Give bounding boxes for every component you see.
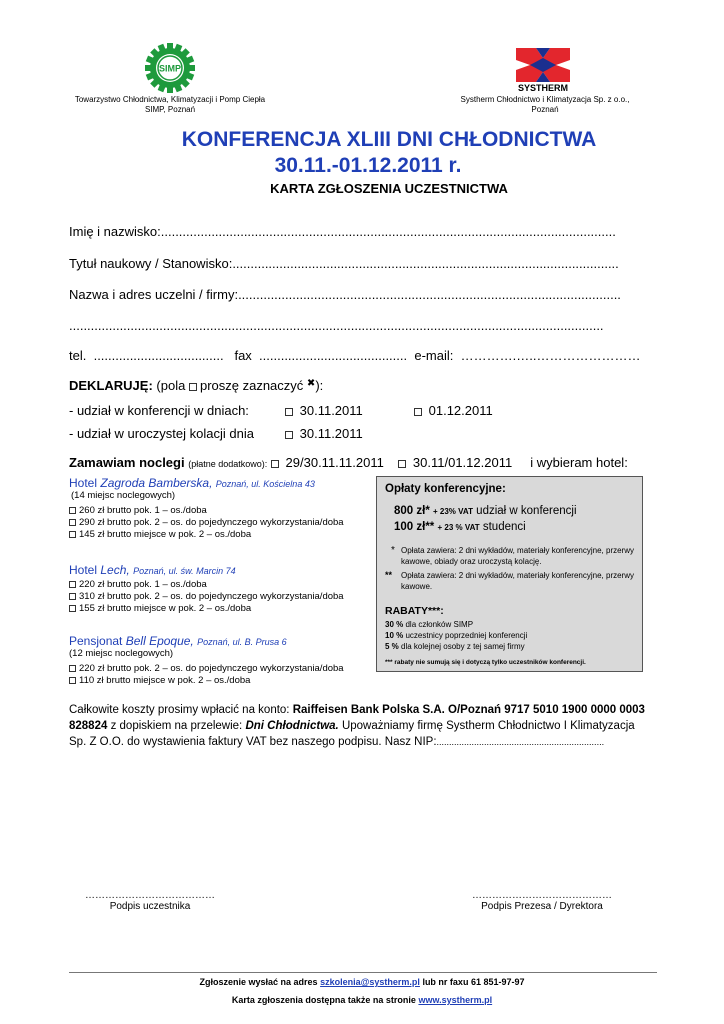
title-line1: KONFERENCJA XLIII DNI CHŁODNICTWA bbox=[181, 128, 597, 151]
director-signature[interactable]: …………………………………… Podpis Prezesa / Dyrektora bbox=[472, 890, 612, 912]
fee-note-1: * Opłata zawiera: 2 dni wykładów, materiały konferencyjne, przerwy kawowe, obiady oraz uroczystą kolację. bbox=[391, 545, 634, 566]
hotel-zagroda: Hotel Zagroda Bamberska, Poznań, ul. Kościelna 43 (14 miejsc noclegowych) 260 zł brutto pok. 1 – os./doba 290 zł brutto pok. 2 – os. do pojedynczego wykorzystania/doba 145 zł brutto miejsce w pok. 2 – os./doba bbox=[69, 476, 344, 540]
room-option[interactable]: 260 zł brutto pok. 1 – os./doba bbox=[69, 505, 344, 517]
institution-field[interactable]: Nazwa i adres uczelni / firmy:.......................................................................................................... bbox=[69, 287, 621, 302]
checkbox-dinner[interactable] bbox=[285, 431, 293, 439]
email-field[interactable]: ………….…..…………………… bbox=[460, 348, 641, 363]
room-option[interactable]: 220 zł brutto pok. 1 – os./doba bbox=[69, 579, 344, 591]
form-subtitle: KARTA ZGŁOSZENIA UCZESTNICTWA bbox=[270, 181, 508, 196]
institution-field-extra[interactable]: .................................................................................................................................................... bbox=[69, 318, 604, 333]
checkbox-sample-icon bbox=[189, 383, 197, 391]
name-field[interactable]: Imię i nazwisko:.............................................................................................................................. bbox=[69, 224, 616, 239]
checkbox-day2[interactable] bbox=[414, 408, 422, 416]
fee-students: 100 zł** + 23 % VAT studenci bbox=[394, 521, 526, 533]
hotel-name: Hotel Lech, Poznań, ul. św. Marcin 74 bbox=[69, 563, 236, 577]
room-option[interactable]: 145 zł brutto miejsce w pok. 2 – os./doba bbox=[69, 529, 344, 541]
declaration-header: DEKLARUJĘ: (pola proszę zaznaczyć ✖): bbox=[69, 378, 324, 393]
check-mark-icon: ✖ bbox=[306, 378, 316, 389]
footer-divider bbox=[69, 972, 657, 973]
room-option[interactable]: 220 zł brutto pok. 2 – os. do pojedynczego wykorzystania/doba bbox=[69, 663, 344, 675]
room-option[interactable]: 110 zł brutto miejsce w pok. 2 – os./doba bbox=[69, 675, 344, 687]
fees-title: Opłaty konferencyjne: bbox=[385, 483, 506, 495]
simp-logo bbox=[144, 42, 196, 94]
footer-line1: Zgłoszenie wysłać na adres szkolenia@systherm.pl lub nr faxu 61 851-97-97 bbox=[199, 977, 525, 987]
fee-note-2: ** Opłata zawiera: 2 dni wykładów, materiały konferencyjne, przerwy kawowe. bbox=[385, 570, 634, 591]
checkbox-day1[interactable] bbox=[285, 408, 293, 416]
participant-signature[interactable]: ………………………………… Podpis uczestnika bbox=[85, 890, 215, 912]
page-title bbox=[0, 127, 724, 179]
dinner-row: - udział w uroczystej kolacji dnia 30.11.2011 bbox=[69, 426, 363, 441]
checkbox-night2[interactable] bbox=[398, 460, 406, 468]
svg-text:SYSTHERM: SYSTHERM bbox=[517, 83, 569, 92]
position-field[interactable]: Tytuł naukowy / Stanowisko:........................................................................................................... bbox=[69, 256, 619, 271]
contact-row: tel. .................................... fax ......................................... e-mail: ………….…..…………………… bbox=[69, 348, 641, 363]
lodging-row: Zamawiam noclegi (płatne dodatkowo): 29/30.11.11.2011 30.11/01.12.2011 i wybieram hotel: bbox=[69, 455, 628, 470]
hotel-name: Hotel Zagroda Bamberska, Poznań, ul. Kościelna 43 bbox=[69, 476, 315, 490]
hotel-lech bbox=[69, 563, 344, 615]
conference-days-row: - udział w konferencji w dniach: 30.11.2011 01.12.2011 bbox=[69, 403, 493, 418]
fees-box bbox=[376, 476, 643, 672]
hotel-bell-epoque: Pensjonat Bell Epoque, Poznań, ul. B. Prusa 6 (12 miejsc noclegowych) 220 zł brutto pok. 2 – os. do pojedynczego wykorzystania/doba 110 zł brutto miejsce w pok. 2 – os./doba bbox=[69, 634, 344, 686]
email-link[interactable]: szkolenia@systherm.pl bbox=[320, 977, 420, 987]
right-org-name: Systherm Chłodnictwo i Klimatyzacja Sp. z o.o., Poznań bbox=[460, 95, 630, 114]
rabaty-note: *** rabaty nie sumują się i dotyczą tylko uczestników konferencji. bbox=[385, 659, 586, 666]
tel-field[interactable]: .................................... bbox=[93, 348, 224, 363]
svg-text:SIMP: SIMP bbox=[158, 63, 182, 74]
checkbox-night1[interactable] bbox=[271, 460, 279, 468]
website-link[interactable]: www.systherm.pl bbox=[418, 995, 493, 1005]
nip-field[interactable]: ................................................................... bbox=[436, 737, 605, 747]
hotel-name: Pensjonat Bell Epoque, Poznań, ul. B. Prusa 6 bbox=[69, 634, 287, 648]
systherm-logo bbox=[516, 48, 570, 92]
room-option[interactable]: 290 zł brutto pok. 2 – os. do pojedynczego wykorzystania/doba bbox=[69, 517, 344, 529]
payment-info: Całkowite koszty prosimy wpłacić na konto: Raiffeisen Bank Polska S.A. O/Poznań 9717 5010 1900 0000 0003 828824 z dopiskiem na przelewie: Dni Chłodnictwa. Upoważniamy firmę Systherm Chłodnictwo I Klimatyzacja Sp. Z O.O. do wystawienia faktury VAT bez naszego podpisu. Nasz NIP:................................................................... bbox=[69, 704, 645, 748]
room-option[interactable]: 310 zł brutto pok. 2 – os. do pojedynczego wykorzystania/doba bbox=[69, 591, 344, 603]
rabaty-list: 30 % dla członków SIMP 10 % uczestnicy poprzedniej konferencji 5 % dla kolejnej osoby z tej samej firmy bbox=[385, 620, 528, 651]
rabaty-title: RABATY***: bbox=[385, 605, 444, 617]
left-org-name: Towarzystwo Chłodnictwa, Klimatyzacji i Pomp Ciepła SIMP, Poznań bbox=[74, 95, 266, 114]
fax-field[interactable]: ......................................... bbox=[259, 348, 408, 363]
footer-line2: Karta zgłoszenia dostępna także na stronie www.systherm.pl bbox=[231, 995, 493, 1005]
fee-conference: 800 zł* + 23% VAT udział w konferencji bbox=[394, 505, 577, 517]
title-line2: 30.11.-01.12.2011 r. bbox=[274, 154, 462, 177]
room-option[interactable]: 155 zł brutto miejsce w pok. 2 – os./doba bbox=[69, 603, 344, 615]
